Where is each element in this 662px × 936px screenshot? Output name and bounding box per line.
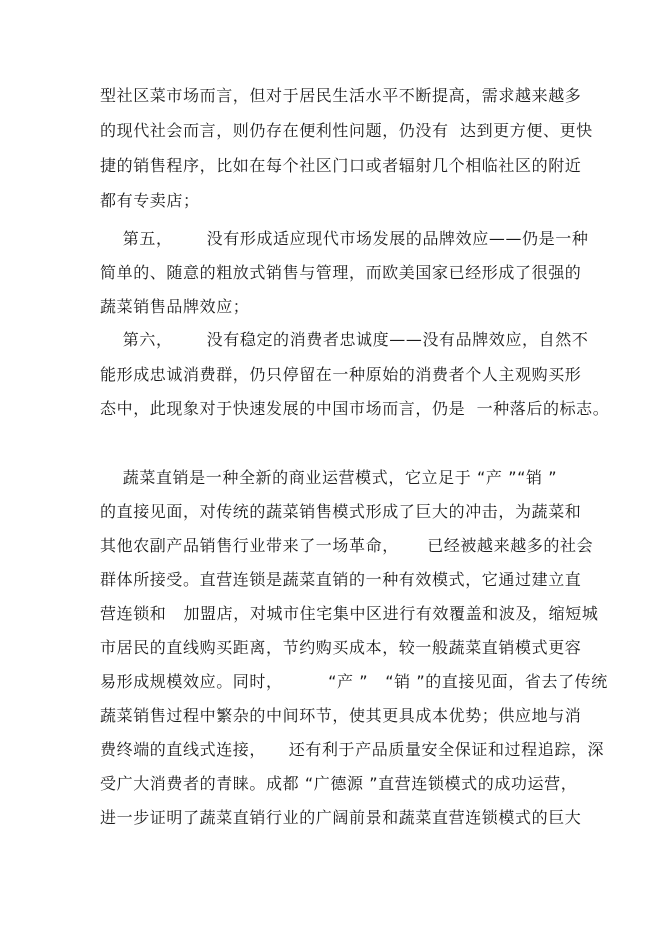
text-line: 其他农副产品销售行业带来了一场革命， 已经被越来越多的社会 (100, 536, 594, 555)
text-line: 费终端的直线式连接， 还有利于产品质量安全保证和过程追踪，深 (100, 740, 605, 759)
text-line: 捷的销售程序，比如在每个社区门口或者辐射几个相临社区的附近 (100, 156, 582, 175)
text-line: 进一步证明了蔬菜直销行业的广阔前景和蔬菜直营连锁模式的巨大 (100, 808, 582, 827)
text-line: 群体所接受。直营连锁是蔬菜直销的一种有效模式，它通过建立直 (100, 570, 582, 589)
text-line: 型社区菜市场而言，但对于居民生活水平不断提高，需求越来越多 (100, 86, 582, 105)
text-line: 营连锁和 加盟店，对城市住宅集中区进行有效覆盖和波及，缩短城 (100, 604, 599, 623)
text-line: 蔬菜直销是一种全新的商业运营模式，它立足于 “产 ”“销 ” (100, 468, 558, 487)
text-line: 能形成忠诚消费群，仍只停留在一种原始的消费者个人主观购买形 (100, 365, 582, 384)
text-line: 易形成规模效应。同时， “产 ” “销 ”的直接见面，省去了传统 (100, 672, 608, 691)
text-line: 都有专卖店； (100, 191, 200, 210)
text-line: 蔬菜销售品牌效应； (100, 297, 250, 316)
text-line: 第六， 没有稳定的消费者忠诚度——没有品牌效应，自然不 (100, 330, 589, 349)
text-line: 的现代社会而言，则仍存在便利性问题，仍没有 达到更方便、更快 (100, 121, 593, 140)
text-line: 市居民的直线购买距离，节约购买成本，较一般蔬菜直销模式更容 (100, 638, 582, 657)
text-line: 简单的、随意的粗放式销售与管理，而欧美国家已经形成了很强的 (100, 263, 582, 282)
text-line: 受广大消费者的青睐。成都 “广德源 ”直营连锁模式的成功运营， (100, 774, 578, 793)
text-line: 第五， 没有形成适应现代市场发展的品牌效应——仍是一种 (100, 229, 589, 248)
text-line: 态中，此现象对于快速发展的中国市场而言，仍是 一种落后的标志。 (100, 399, 610, 418)
text-line: 的直接见面，对传统的蔬菜销售模式形成了巨大的冲击，为蔬菜和 (100, 502, 582, 521)
text-line: 蔬菜销售过程中繁杂的中间环节，使其更具成本优势；供应地与消 (100, 706, 582, 725)
